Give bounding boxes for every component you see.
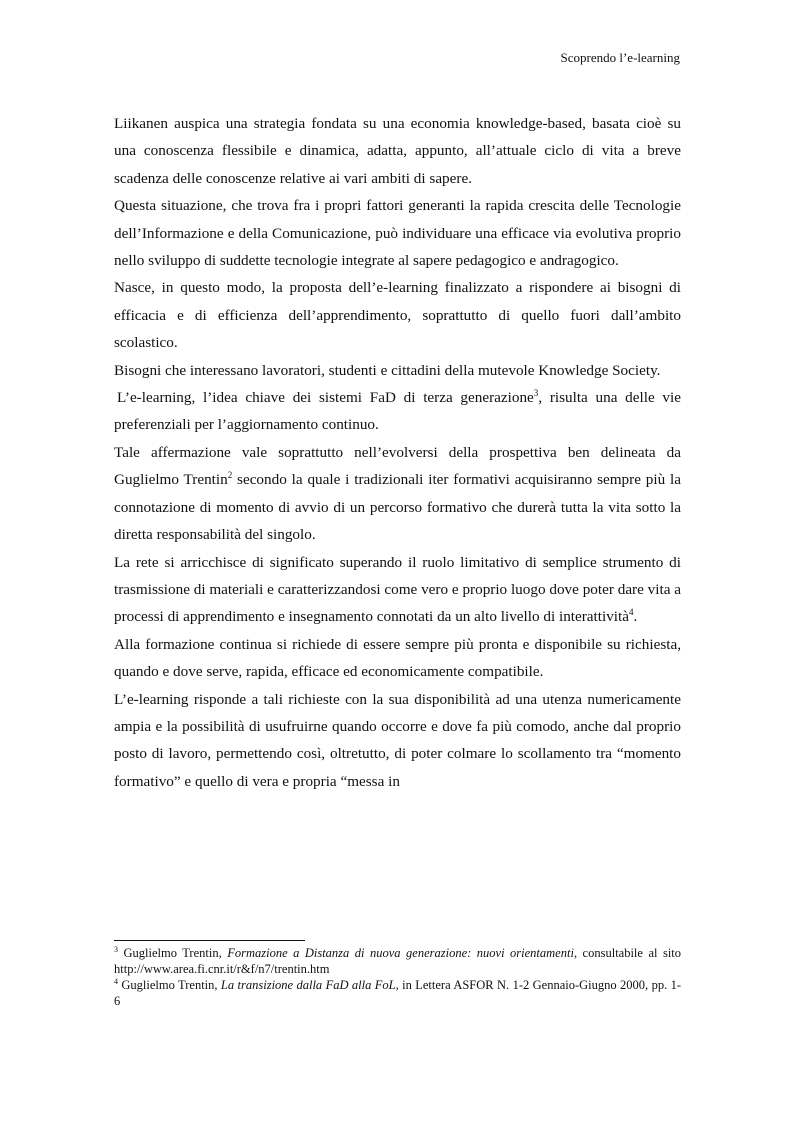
footnote-3-title: Formazione a Distanza di nuova generazione: nuovi orientamenti: [227, 946, 574, 960]
footnote-4-rest: , in Lettera ASFOR N. 1-2 Gennaio-Giugno 2000, pp. 1-6: [114, 978, 682, 1008]
body-text: [114, 110, 681, 795]
footnote-4: [114, 977, 681, 1009]
footnote-3-rest: , consultabile al sito http://www.area.fi.cnr.it/r&f/n7/trentin.htm: [114, 946, 682, 976]
paragraph-5-text-a: L’e-learning, l’idea chiave dei sistemi FaD di terza generazione: [117, 389, 534, 407]
footnote-4-author: Guglielmo Trentin,: [118, 978, 221, 992]
footnote-3: [114, 945, 681, 977]
paragraph-8: Alla formazione continua si richiede di essere sempre più pronta e disponibile su richiesta, quando e dove serve, rapida, efficace ed economicamente compatibile.: [114, 635, 681, 681]
paragraph-7: [114, 549, 681, 631]
paragraph-5: [114, 384, 681, 439]
footnotes: [114, 945, 681, 1009]
footnote-3-author: Guglielmo Trentin,: [118, 946, 228, 960]
paragraph-7-text-b: .: [633, 608, 638, 626]
paragraph-6-text-a: Tale affermazione vale soprattutto nell’evolversi della prospettiva ben delineata da Guglielmo Trentin: [114, 443, 681, 489]
paragraph-1: Liikanen auspica una strategia fondata su una economia knowledge-based, basata cioè su una conoscenza flessibile e dinamica, adatta, appunto, all’attuale ciclo di vita a breve scadenza delle conoscenze relative ai vari ambiti di sapere.: [114, 115, 681, 187]
paragraph-7-text-a: La rete si arricchisce di significato superando il ruolo limitativo di semplice strumento di trasmissione di materiali e caratterizzandosi come vero e proprio luogo dove poter dare vita a processi di apprendimento e insegnamento connotati da un alto livello di interattività: [114, 553, 681, 626]
paragraph-5-text-b: , risulta una delle vie preferenziali per l’aggiornamento continuo.: [114, 389, 681, 434]
footnote-divider: [114, 940, 305, 941]
footnote-3-number: 3: [114, 944, 118, 954]
paragraph-2: Questa situazione, che trova fra i propri fattori generanti la rapida crescita delle Tecnologie dell’Informazione e della Comunicazione, può individuare una efficace via evolutiva proprio nello sviluppo di suddette tecnologie integrate al sapere pedagogico e andragogico.: [114, 197, 681, 270]
footnote-4-title: La transizione dalla FaD alla FoL: [220, 978, 396, 992]
paragraph-6-text-b: secondo la quale i tradizionali iter formativi acquisiranno sempre più la connotazione di momento di avvio di un percorso formativo che durerà tutta la vita sotto la diretta responsabilità del singolo.: [114, 471, 681, 544]
footnote-4-number: 4: [114, 976, 118, 986]
footnote-ref-3: 3: [533, 388, 539, 398]
running-header: Scoprendo l’e-learning: [560, 50, 680, 65]
paragraph-4: Bisogni che interessano lavoratori, studenti e cittadini della mutevole Knowledge Society.: [114, 361, 661, 379]
paragraph-6: [114, 439, 681, 549]
footnote-ref-4: 4: [628, 607, 634, 618]
paragraph-9: L’e-learning risponde a tali richieste con la sua disponibilità ad una utenza numericamente ampia e la possibilità di usufruirne quando occorre e dove fa più comodo, anche dal proprio posto di lavoro, permettendo così, oltretutto, di poter colmare lo scollamento tra “momento formativo” e quello di vera e propria “messa in: [114, 690, 681, 790]
paragraph-3: Nasce, in questo modo, la proposta dell’e-learning finalizzato a rispondere ai bisogni di efficacia e di efficienza dell’apprendimento, soprattutto di quello fuori dall’ambito scolastico.: [114, 279, 681, 352]
footnote-ref-2: 2: [227, 470, 233, 481]
